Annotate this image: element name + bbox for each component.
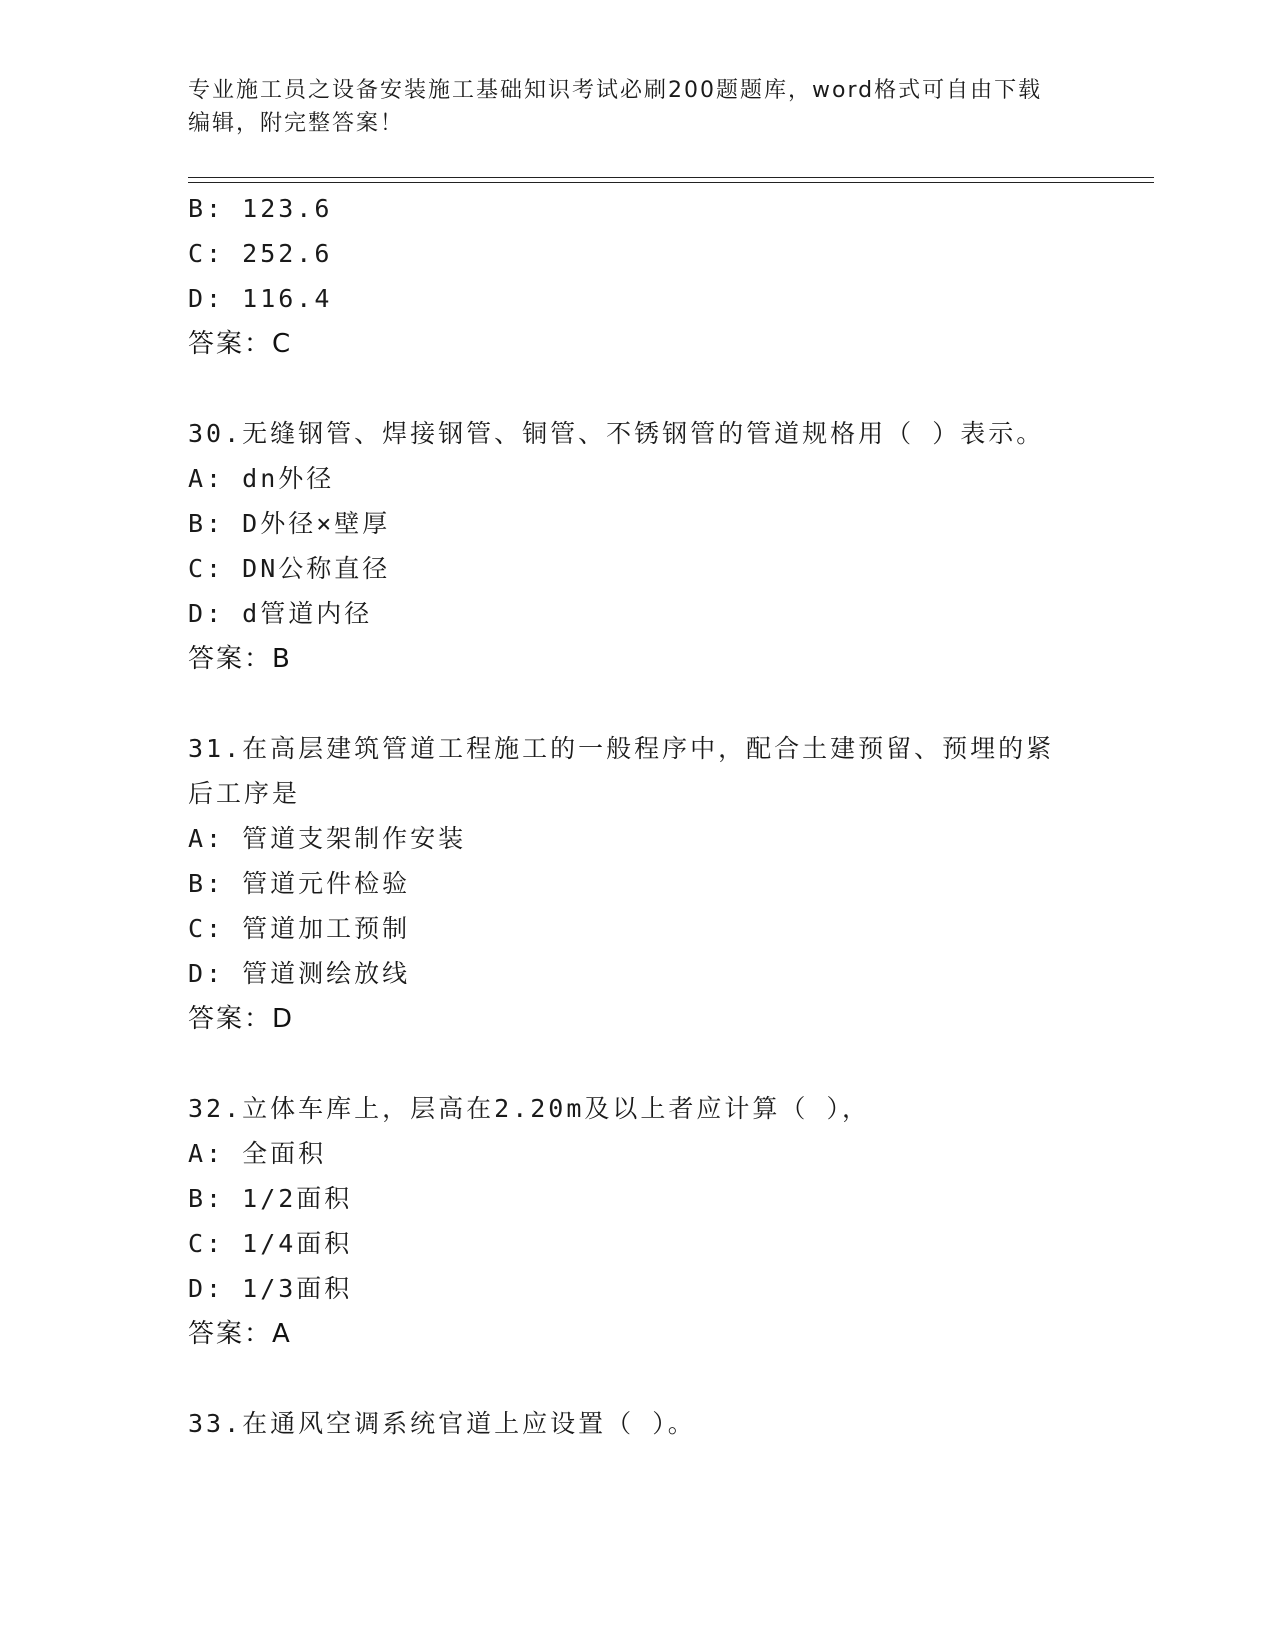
- option-b: B: 123.6: [188, 194, 333, 223]
- question-31-option-b: B: 管道元件检验: [188, 869, 411, 898]
- question-32-stem: 32.立体车库上，层高在2.20m及以上者应计算（ ），: [188, 1094, 870, 1123]
- header-title-line-2: 编辑，附完整答案！: [188, 111, 405, 136]
- question-32-option-a: A: 全面积: [188, 1139, 327, 1168]
- question-31-stem-line-2: 后工序是: [188, 779, 301, 808]
- header-title-line-1: 专业施工员之设备安装施工基础知识考试必刷200题题库，word格式可自由下载: [188, 78, 1043, 103]
- question-32-option-d: D: 1/3面积: [188, 1274, 353, 1303]
- question-30-option-b: B: D外径×壁厚: [188, 509, 391, 538]
- question-30-option-c: C: DN公称直径: [188, 554, 391, 583]
- question-30-option-d: D: d管道内径: [188, 599, 373, 628]
- answer-line: 答案：C: [188, 329, 293, 359]
- question-30-option-a: A: dn外径: [188, 464, 335, 493]
- question-31-option-d: D: 管道测绘放线: [188, 959, 411, 988]
- header-rule-top: [188, 177, 1154, 178]
- question-30-answer: 答案：B: [188, 644, 292, 674]
- option-d: D: 116.4: [188, 284, 333, 313]
- question-31-option-a: A: 管道支架制作安装: [188, 824, 467, 853]
- question-30-stem: 30.无缝钢管、焊接钢管、铜管、不锈钢管的管道规格用（ ）表示。: [188, 419, 1045, 448]
- question-32-answer: 答案：A: [188, 1319, 292, 1349]
- option-c: C: 252.6: [188, 239, 333, 268]
- document-header: [188, 74, 1088, 140]
- question-33-stem: 33.在通风空调系统官道上应设置（ ）。: [188, 1409, 696, 1438]
- question-32-option-c: C: 1/4面积: [188, 1229, 353, 1258]
- question-31-option-c: C: 管道加工预制: [188, 914, 411, 943]
- question-31-stem-line-1: 31.在高层建筑管道工程施工的一般程序中，配合土建预留、预埋的紧: [188, 734, 1055, 763]
- question-31-answer: 答案：D: [188, 1004, 295, 1034]
- question-32-option-b: B: 1/2面积: [188, 1184, 353, 1213]
- header-rule-bottom: [188, 182, 1154, 183]
